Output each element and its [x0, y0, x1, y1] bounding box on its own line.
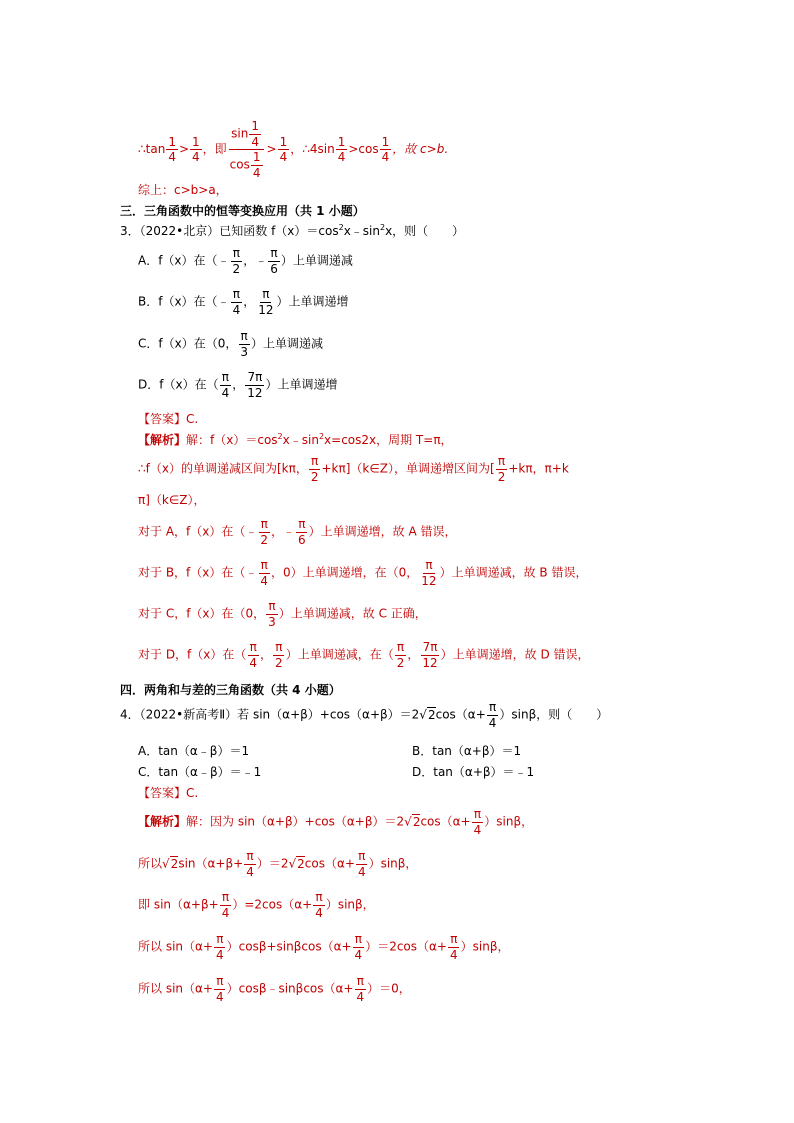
denominator: 4: [251, 134, 260, 149]
denominator: 4: [168, 150, 176, 165]
fraction: [313, 891, 325, 919]
q3-option-b: [138, 288, 349, 316]
denominator: 4: [356, 989, 365, 1004]
fraction: [251, 151, 263, 179]
q4-option-c: [138, 766, 261, 778]
stem-part: x﹣sin: [343, 224, 380, 238]
q3-option-a: [138, 247, 353, 275]
numerator: π: [488, 700, 497, 714]
solution-text: 对于 C，f（x）在（0，: [138, 606, 266, 621]
q3-solution-1: [138, 433, 453, 446]
solution-text: ）上单调递增，故 A 错误，: [308, 524, 457, 539]
numerator: 1: [279, 134, 288, 149]
solution-text: ，0）上单调递增，在（0，: [271, 565, 419, 580]
solution-text: x=cos2x，周期 T=π，: [324, 433, 453, 447]
denominator: 4: [192, 150, 200, 165]
numerator: 1: [168, 134, 176, 149]
denominator: 3: [240, 344, 248, 359]
denominator: [228, 150, 266, 179]
q4-option-b: [412, 745, 521, 757]
fraction: [214, 975, 226, 1003]
fraction: [354, 975, 366, 1003]
option-text: A．tan（α﹣β）＝1: [138, 744, 250, 758]
solution-tag: 【解析】: [138, 814, 187, 829]
numerator: π: [356, 974, 364, 988]
solution-text: ）上单调递减，在（: [285, 647, 394, 662]
solution-text: 对于 A，f（x）在（﹣: [138, 524, 258, 539]
stem-part: 4．（2022•新高考Ⅱ）若 sin（α+β）+cos（α+β）＝2: [120, 707, 420, 722]
numerator: π: [473, 807, 482, 821]
denominator: 3: [268, 614, 276, 629]
denominator: 2: [497, 469, 506, 484]
fraction: [268, 247, 280, 275]
fraction: [487, 701, 499, 729]
stem-part: x，则（ ）: [385, 224, 465, 238]
option-text: B．tan（α+β）＝1: [412, 744, 522, 758]
solution-text: ，: [260, 647, 273, 662]
option-text: C．f（x）在（0，: [138, 336, 238, 351]
solution-text: ）＝0，: [367, 981, 411, 996]
numerator: 1: [192, 134, 200, 149]
solution-text: ）上单调递增，故 D 错误，: [440, 647, 590, 662]
denominator: 4: [221, 905, 230, 920]
sqrt-radicand: 2: [170, 856, 179, 871]
option-text: D．tan（α+β）＝﹣1: [412, 765, 535, 779]
sqrt-radicand: 2: [412, 814, 421, 829]
denominator: 4: [449, 947, 458, 962]
compound-fraction: [228, 120, 266, 179]
fraction: [231, 288, 243, 316]
numerator: π: [268, 599, 276, 613]
numerator: π: [262, 287, 270, 301]
solution-text: 所以 sin（α+: [138, 939, 213, 954]
option-text: A．f（x）在（﹣: [138, 253, 230, 268]
q3-option-d: [138, 371, 338, 399]
fraction: [273, 641, 285, 669]
numerator: π: [216, 932, 224, 946]
numerator: π: [270, 246, 278, 260]
conclusion-text: 综上：c>b>a，: [138, 183, 228, 197]
q3-answer: [138, 413, 198, 425]
fraction: [419, 559, 438, 587]
numerator: [229, 120, 264, 150]
numerator: π: [232, 287, 240, 301]
solution-text: x﹣sin: [282, 433, 319, 447]
fraction: [247, 641, 259, 669]
numerator: 1: [252, 150, 261, 165]
denominator: 4: [473, 822, 482, 837]
solution-line-tan-compare: [138, 120, 448, 179]
solution-text: 解：因为 sin（α+β）+cos（α+β）＝2: [186, 814, 405, 829]
denominator: 6: [270, 261, 278, 276]
fraction: [214, 933, 226, 961]
numerator: π: [216, 974, 224, 988]
denominator: 4: [221, 385, 230, 400]
solution-text: ）上单调递减，故 B 错误，: [439, 565, 588, 580]
section-title: 四．两角和与差的三角函数（共 4 小题）: [120, 683, 341, 697]
q4-solution-4: [138, 933, 509, 961]
numerator: 7π: [247, 370, 263, 384]
question-4-stem: [120, 701, 608, 729]
fraction: [256, 288, 275, 316]
numerator: π: [396, 640, 405, 654]
fraction: [238, 330, 250, 358]
denominator: 2: [232, 261, 241, 276]
fraction: [249, 120, 261, 148]
solution-text: +kπ]（k∈Z），单调递增区间为[: [321, 461, 495, 476]
numerator: π: [260, 517, 268, 531]
numerator: π: [354, 932, 362, 946]
solution-tag: 【解析】: [138, 433, 187, 447]
q4-solution-2: [138, 850, 417, 878]
option-text: ，: [232, 377, 245, 392]
text-sin: sin: [231, 126, 249, 141]
solution-text: ）sinβ，: [368, 856, 418, 871]
solution-text: 解：f（x）＝cos: [186, 433, 278, 447]
denominator: 4: [215, 989, 224, 1004]
solution-text: ）cosβ﹣sinβcos（α+: [226, 981, 354, 996]
numerator: π: [260, 558, 268, 572]
q3-solution-b: [138, 559, 587, 587]
q4-solution-3: [138, 891, 375, 919]
denominator: 12: [421, 573, 437, 588]
solution-text: ）cosβ+sinβcos（α+: [226, 939, 352, 954]
text-conclusion-cb: ，故 c>b.: [392, 142, 449, 157]
option-text: B．f（x）在（﹣: [138, 294, 230, 309]
superscript: 2: [338, 223, 344, 232]
denominator: 6: [298, 532, 306, 547]
denominator: 4: [260, 573, 269, 588]
q3-solution-c: [138, 600, 427, 628]
text-cos: cos: [229, 157, 250, 172]
numerator: π: [232, 246, 240, 260]
fraction: [245, 371, 264, 399]
solution-text: π]（k∈Z），: [138, 493, 206, 507]
fraction: [309, 455, 321, 483]
text-ji: ，即: [202, 142, 227, 157]
sqrt-symbol: √: [404, 814, 412, 829]
option-text: ）上单调递增: [276, 294, 349, 309]
numerator: π: [249, 640, 257, 654]
q3-solution-a: [138, 518, 457, 546]
stem-part: 3．（2022•北京）已知函数 f（x）＝cos: [120, 224, 339, 238]
option-text: ）上单调递减: [250, 336, 323, 351]
denominator: 4: [337, 150, 346, 165]
section-heading-3: [120, 205, 365, 217]
fraction: [472, 808, 484, 836]
option-text: D．f（x）在（: [138, 377, 219, 392]
denominator: 4: [488, 715, 497, 730]
denominator: 4: [252, 165, 261, 180]
fraction: [296, 518, 308, 546]
numerator: π: [358, 849, 366, 863]
q4-answer: [138, 787, 198, 799]
denominator: 2: [275, 655, 283, 670]
numerator: 7π: [422, 640, 438, 654]
numerator: π: [298, 517, 306, 531]
solution-text: sin（α+β+: [178, 856, 244, 871]
text-cos: cos: [358, 142, 379, 157]
denominator: 4: [357, 864, 366, 879]
sqrt-symbol: √: [162, 856, 170, 871]
numerator: π: [221, 370, 230, 384]
solution-text: ）＝2: [256, 856, 289, 871]
q4-solution-5: [138, 975, 411, 1003]
fraction: [258, 559, 270, 587]
fraction: [356, 850, 368, 878]
solution-text: ）sinβ，: [484, 814, 534, 829]
numerator: π: [425, 558, 433, 572]
numerator: π: [275, 640, 283, 654]
fraction: [336, 136, 348, 164]
q4-option-d: [412, 766, 534, 778]
section-heading-4: [120, 684, 341, 696]
q4-option-a: [138, 745, 249, 757]
numerator: 1: [381, 134, 390, 149]
denominator: 4: [315, 905, 323, 920]
solution-text: ∴f（x）的单调递减区间为[kπ，: [138, 461, 308, 476]
text-gt: >: [348, 142, 359, 157]
fraction: [244, 850, 256, 878]
fraction: [190, 136, 202, 164]
solution-text: 对于 B，f（x）在（﹣: [138, 565, 258, 580]
numerator: π: [497, 454, 506, 468]
denominator: 4: [215, 947, 224, 962]
solution-text: ）sinβ，: [325, 897, 375, 912]
numerator: π: [315, 890, 323, 904]
numerator: π: [450, 932, 458, 946]
fraction: [258, 518, 270, 546]
solution-text: cos（α+: [420, 814, 471, 829]
superscript: 2: [318, 432, 325, 441]
denominator: 4: [249, 655, 258, 670]
denominator: 12: [422, 655, 438, 670]
superscript: 2: [277, 432, 283, 441]
fraction: [380, 136, 392, 164]
solution-text: 即 sin（α+β+: [138, 897, 219, 912]
solution-text: ，: [407, 647, 420, 662]
section-title: 三．三角函数中的恒等变换应用（共 1 小题）: [120, 204, 365, 218]
q3-solution-2: [138, 455, 569, 483]
solution-text: ）上单调递减，故 C 正确，: [278, 606, 427, 621]
denominator: 2: [310, 469, 319, 484]
denominator: 4: [232, 302, 241, 317]
fraction: [266, 600, 278, 628]
question-3-stem: [120, 224, 464, 237]
denominator: 2: [260, 532, 268, 547]
denominator: 12: [247, 385, 263, 400]
q3-option-c: [138, 330, 323, 358]
solution-text: ）sinβ，: [460, 939, 510, 954]
q4-solution-1: [138, 808, 533, 836]
numerator: π: [311, 454, 319, 468]
numerator: π: [246, 849, 254, 863]
fraction: [220, 891, 232, 919]
text-gt: >: [178, 142, 190, 157]
fraction: [278, 136, 290, 164]
q3-solution-3: [138, 494, 206, 506]
fraction: [166, 136, 178, 164]
denominator: 4: [381, 150, 390, 165]
solution-text: 所以 sin（α+: [138, 981, 213, 996]
numerator: π: [221, 890, 230, 904]
fraction: [231, 247, 243, 275]
sqrt-radicand: 2: [427, 707, 436, 722]
answer-text: 【答案】C.: [138, 786, 199, 800]
solution-text: ，﹣: [271, 524, 296, 539]
answer-text: 【答案】C.: [138, 412, 199, 426]
option-text: ）上单调递增: [265, 377, 338, 392]
text-gt: >: [266, 142, 277, 157]
numerator: 1: [337, 134, 346, 149]
solution-text: ）=2cos（α+: [232, 897, 313, 912]
denominator: 2: [396, 655, 405, 670]
denominator: 12: [258, 302, 274, 317]
option-text: ）上单调递减: [280, 253, 353, 268]
numerator: π: [240, 329, 248, 343]
stem-part: ）sinβ，则（ ）: [499, 707, 609, 722]
fraction: [395, 641, 407, 669]
denominator: 4: [279, 150, 288, 165]
fraction: [353, 933, 365, 961]
sqrt-radicand: 2: [297, 856, 305, 871]
conclusion-line: [138, 184, 228, 196]
fraction: [220, 371, 232, 399]
solution-text: 所以: [138, 856, 163, 871]
numerator: 1: [251, 119, 260, 133]
option-text: ，﹣: [243, 253, 268, 268]
solution-text: 对于 D，f（x）在（: [138, 647, 247, 662]
solution-text: +kπ，π+k: [508, 461, 569, 476]
fraction: [496, 455, 508, 483]
stem-part: cos（α+: [435, 707, 486, 722]
solution-text: cos（α+: [304, 856, 355, 871]
fraction: [448, 933, 460, 961]
denominator: 4: [354, 947, 363, 962]
superscript: 2: [379, 223, 386, 232]
text-tan: ∴tan: [138, 142, 166, 157]
sqrt-symbol: √: [288, 856, 297, 871]
solution-text: ）＝2cos（α+: [365, 939, 447, 954]
q3-solution-d: [138, 641, 590, 669]
option-text: ，: [243, 294, 256, 309]
text-4sin: ，∴4sin: [290, 142, 335, 157]
option-text: C．tan（α﹣β）＝﹣1: [138, 765, 262, 779]
sqrt-symbol: √: [419, 707, 427, 722]
denominator: 4: [246, 864, 254, 879]
fraction: [420, 641, 439, 669]
